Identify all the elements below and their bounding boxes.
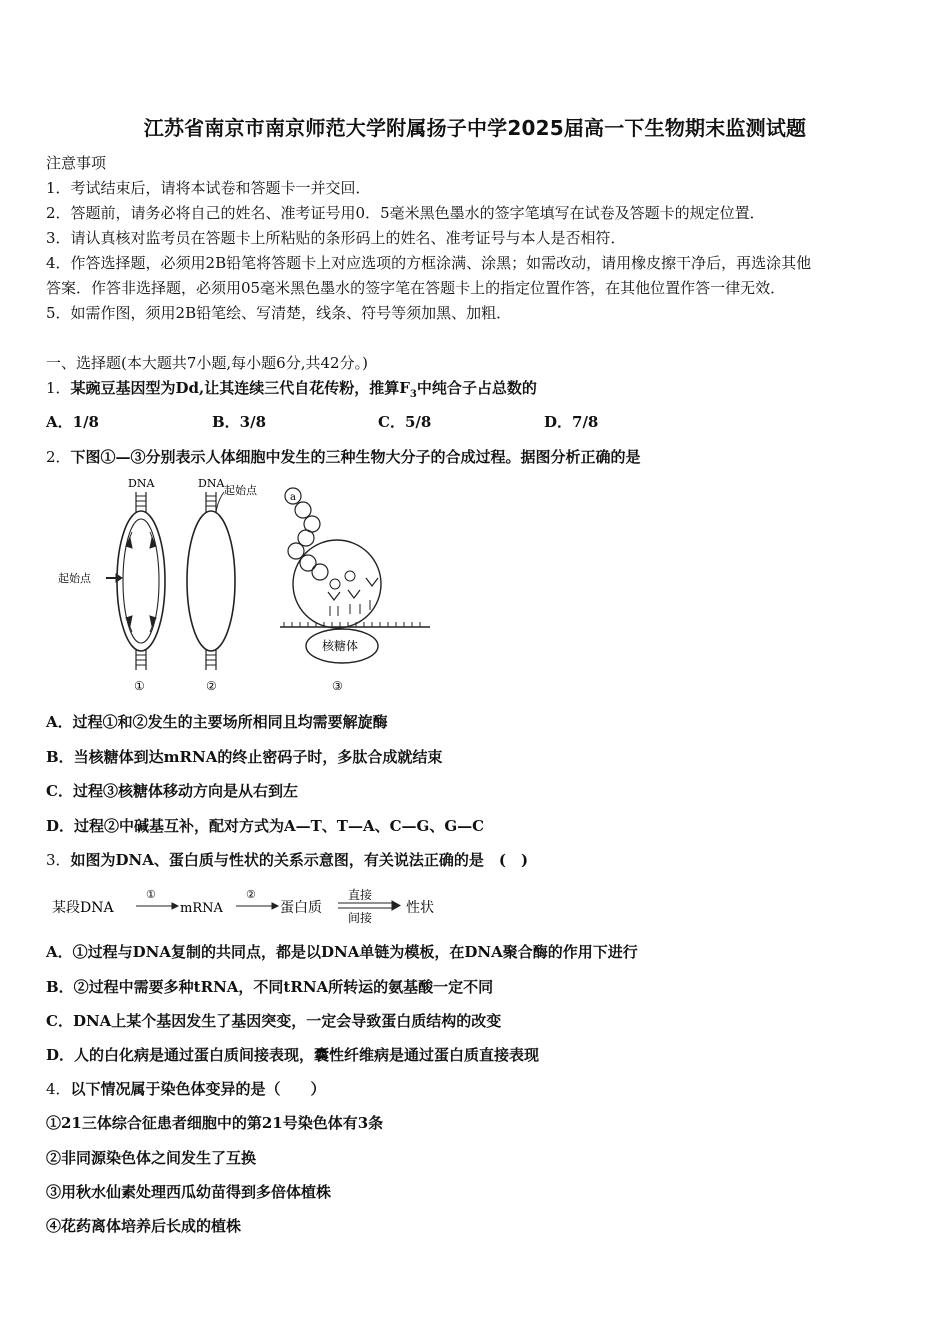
question-number: 1． (46, 379, 71, 397)
subscript: 3 (409, 389, 417, 400)
question-text: 下图①—③分别表示人体细胞中发生的三种生物大分子的合成过程。据图分析正确的是 (70, 448, 641, 466)
notice-item: 3．请认真核对监考员在答题卡上所粘贴的条形码上的姓名、准考证号与本人是否相符． (46, 229, 626, 247)
question-number: 2． (46, 448, 71, 466)
flow-figure (50, 882, 470, 926)
figure-caption-3: ③ (332, 679, 343, 693)
question-4-stem (46, 1078, 326, 1099)
notice-item: 5．如需作图，须用2B铅笔绘、写清楚，线条、符号等须加黑、加粗． (46, 304, 512, 322)
flow-arrow-3 (338, 901, 400, 910)
question-text: 如图为DNA、蛋白质与性状的关系示意图，有关说法正确的是 ( ) (70, 851, 529, 869)
q1-option-d: D．7/8 (544, 413, 599, 431)
flow-arrow-1 (136, 903, 178, 909)
q4-item-3: ③用秋水仙素处理西瓜幼苗得到多倍体植株 (46, 1183, 332, 1201)
transcription-diagram (187, 492, 235, 670)
question-text: 中纯合子占总数的 (416, 379, 537, 397)
q2-option-d: D．过程②中碱基互补，配对方式为A—T、T—A、C—G、G—C (46, 817, 485, 835)
question-text: 某豌豆基因型为Dd,让其连续三代自花传粉，推算F (70, 379, 410, 397)
q2-option-c: C．过程③核糖体移动方向是从右到左 (46, 782, 298, 800)
q4-item-4: ④花药离体培养后长成的植株 (46, 1217, 242, 1235)
flow-indirect: 间接 (348, 911, 373, 925)
origin-label-2: 起始点 (224, 484, 257, 497)
question-3-stem (46, 849, 528, 870)
figure-caption-2: ② (206, 679, 217, 693)
notice-item: 答案．作答非选择题，必须用05毫米黑色墨水的签字笔在答题卡上的指定位置作答，在其他位置作答一律无效． (46, 279, 786, 297)
q2-option-a: A．过程①和②发生的主要场所相同且均需要解旋酶 (46, 713, 388, 731)
question-text: 以下情况属于染色体变异的是（ ） (70, 1080, 326, 1098)
dna-label-2: DNA (198, 477, 225, 490)
flow-dna: 某段DNA (52, 900, 114, 916)
question-number: 3． (46, 851, 71, 869)
flow-protein: 蛋白质 (280, 900, 322, 916)
q3-option-c: C．DNA上某个基因发生了基因突变，一定会导致蛋白质结构的改变 (46, 1012, 502, 1030)
page-title: 江苏省南京市南京师范大学附属扬子中学2025届高一下生物期末监测试题 (143, 116, 807, 140)
chain-label-a: a (290, 492, 296, 503)
notice-item: 4．作答选择题，必须用2B铅笔将答题卡上对应选项的方框涂满、涂黑；如需改动，请用橡皮擦干净后，再选涂其他 (46, 254, 812, 272)
q4-item-2: ②非同源染色体之间发生了互换 (46, 1149, 257, 1167)
question-2-stem (46, 446, 641, 467)
notice-item: 1．考试结束后，请将本试卷和答题卡一并交回． (46, 179, 371, 197)
q1-option-c: C．5/8 (378, 413, 432, 431)
question-number: 4． (46, 1080, 71, 1098)
origin-label-1: 起始点 (58, 572, 91, 585)
q1-option-a: A．1/8 (46, 413, 99, 431)
dna-label-1: DNA (128, 477, 155, 490)
flow-mrna: mRNA (180, 901, 223, 916)
q4-item-1: ①21三体综合征患者细胞中的第21号染色体有3条 (46, 1114, 384, 1132)
q3-option-d: D．人的白化病是通过蛋白质间接表现，囊性纤维病是通过蛋白质直接表现 (46, 1046, 540, 1064)
flow-step-1: ① (146, 888, 156, 901)
q3-option-b: B．②过程中需要多种tRNA，不同tRNA所转运的氨基酸一定不同 (46, 978, 494, 996)
flow-arrow-2 (236, 903, 278, 909)
q1-option-b: B．3/8 (212, 413, 267, 431)
synthesis-figure (50, 472, 440, 700)
section-heading: 一、选择题(本大题共7小题,每小题6分,共42分。) (46, 354, 368, 372)
flow-direct: 直接 (348, 888, 373, 902)
notice-item: 2．答题前，请务必将自己的姓名、准考证号用0．5毫米黑色墨水的签字笔填写在试卷及答题卡的规定位置． (46, 204, 765, 222)
translation-diagram (280, 488, 430, 663)
q3-option-a: A．①过程与DNA复制的共同点，都是以DNA单链为模板，在DNA聚合酶的作用下进行 (46, 943, 638, 961)
flow-trait: 性状 (406, 900, 434, 916)
ribosome-label: 核糖体 (322, 639, 359, 653)
flow-step-2: ② (246, 888, 256, 901)
figure-caption-1: ① (134, 679, 145, 693)
q2-option-b: B．当核糖体到达mRNA的终止密码子时，多肽合成就结束 (46, 748, 443, 766)
notice-heading: 注意事项 (46, 154, 107, 172)
question-1-stem (46, 377, 537, 400)
dna-replication-diagram (106, 492, 165, 670)
